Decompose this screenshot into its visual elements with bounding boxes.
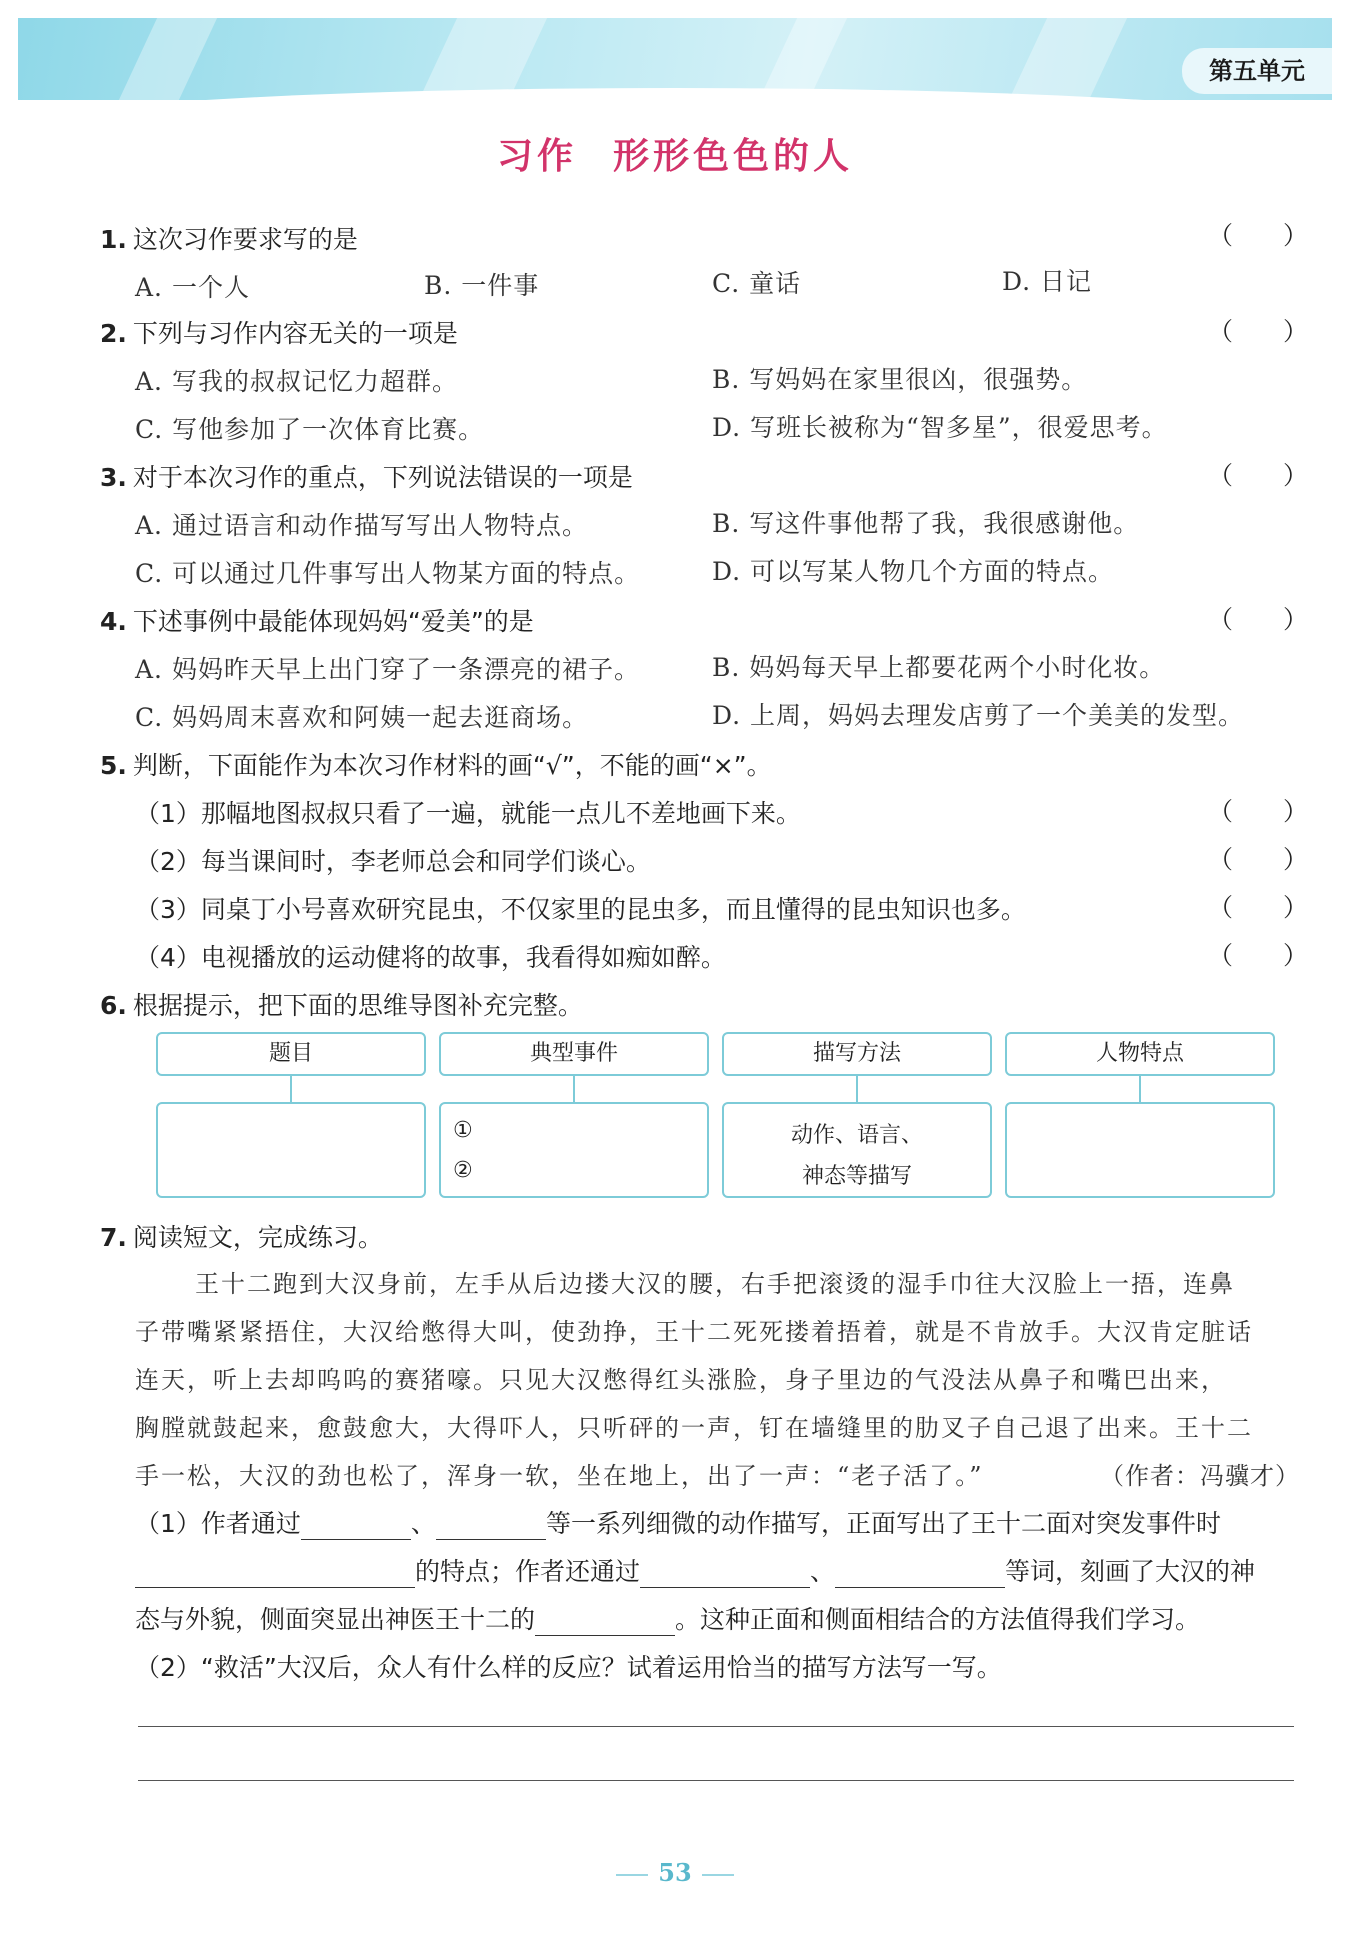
option-3a: A. 通过语言和动作描写写出人物特点。 bbox=[135, 511, 588, 540]
connector-1 bbox=[290, 1076, 292, 1102]
option-3c: C. 可以通过几件事写出人物某方面的特点。 bbox=[135, 559, 641, 588]
event-mark-1: ① bbox=[453, 1118, 473, 1143]
mindmap-head-trait: 人物特点 bbox=[1005, 1032, 1275, 1076]
answer-paren-1[interactable]: （ ） bbox=[1208, 221, 1309, 250]
option-4b: B. 妈妈每天早上都要花两个小时化妆。 bbox=[712, 653, 1166, 682]
judge-paren-1[interactable]: （ ） bbox=[1208, 797, 1309, 826]
judge-item-2: （2）每当课间时，李老师总会和同学们谈心。 bbox=[135, 847, 651, 876]
mindmap-head-title: 题目 bbox=[156, 1032, 426, 1076]
sub-question-1-line-3: 态与外貌，侧面突显出神医王十二的 。这种正面和侧面相结合的方法值得我们学习。 bbox=[135, 1605, 1201, 1634]
mindmap-head-method: 描写方法 bbox=[722, 1032, 992, 1076]
answer-line-2[interactable] bbox=[138, 1780, 1294, 1781]
mindmap-event-box[interactable] bbox=[439, 1102, 709, 1198]
method-text-2: 神态等描写 bbox=[801, 1164, 912, 1189]
blank-5[interactable] bbox=[835, 1561, 1005, 1588]
event-mark-2: ② bbox=[453, 1158, 473, 1183]
mindmap-method-box bbox=[722, 1102, 992, 1198]
judge-paren-3[interactable]: （ ） bbox=[1208, 893, 1309, 922]
option-2b: B. 写妈妈在家里很凶，很强势。 bbox=[712, 365, 1088, 394]
connector-4 bbox=[1139, 1076, 1141, 1102]
question-7: 7. 阅读短文，完成练习。 bbox=[100, 1223, 383, 1252]
answer-line-1[interactable] bbox=[138, 1726, 1294, 1727]
passage-author: （作者：冯骥才） bbox=[1100, 1462, 1300, 1490]
option-3d: D. 可以写某人物几个方面的特点。 bbox=[712, 557, 1115, 586]
passage-line-3: 连天，听上去却呜呜的赛猪嚎。只见大汉憋得红头涨脸，身子里边的气没法从鼻子和嘴巴出来， bbox=[135, 1366, 1227, 1394]
mindmap-head-event: 典型事件 bbox=[439, 1032, 709, 1076]
sub-question-2: （2）“救活”大汉后，众人有什么样的反应？试着运用恰当的描写方法写一写。 bbox=[135, 1653, 1002, 1682]
answer-paren-2[interactable]: （ ） bbox=[1208, 317, 1309, 346]
judge-item-3: （3）同桌丁小号喜欢研究昆虫，不仅家里的昆虫多，而且懂得的昆虫知识也多。 bbox=[135, 895, 1026, 924]
passage-line-4: 胸膛就鼓起来，愈鼓愈大，大得吓人，只听砰的一声，钉在墙缝里的肋叉子自己退了出来。王十二 bbox=[135, 1414, 1253, 1442]
option-2c: C. 写他参加了一次体育比赛。 bbox=[135, 415, 485, 444]
passage-line-2: 子带嘴紧紧捂住，大汉给憋得大叫，使劲挣，王十二死死搂着捂着，就是不肯放手。大汉肯定脏话 bbox=[135, 1318, 1253, 1346]
question-3: 3. 对于本次习作的重点，下列说法错误的一项是 bbox=[100, 463, 633, 492]
judge-item-1: （1）那幅地图叔叔只看了一遍，就能一点儿不差地画下来。 bbox=[135, 799, 801, 828]
question-6: 6. 根据提示，把下面的思维导图补充完整。 bbox=[100, 991, 583, 1020]
option-1d: D. 日记 bbox=[1002, 267, 1093, 296]
option-4d: D. 上周，妈妈去理发店剪了一个美美的发型。 bbox=[712, 701, 1245, 730]
question-1: 1. 这次习作要求写的是 bbox=[100, 225, 358, 254]
method-text-1: 动作、语言、 bbox=[790, 1123, 923, 1148]
answer-paren-4[interactable]: （ ） bbox=[1208, 605, 1309, 634]
passage-line-1: 王十二跑到大汉身前，左手从后边搂大汉的腰，右手把滚烫的湿手巾往大汉脸上一捂，连鼻 bbox=[195, 1270, 1235, 1298]
blank-6[interactable] bbox=[535, 1609, 675, 1636]
judge-paren-2[interactable]: （ ） bbox=[1208, 845, 1309, 874]
connector-3 bbox=[856, 1076, 858, 1102]
title-part1: 习作 bbox=[496, 136, 577, 177]
question-5: 5. 判断，下面能作为本次习作材料的画“√”，不能的画“×”。 bbox=[100, 751, 772, 780]
page-title bbox=[0, 128, 1350, 179]
option-2a: A. 写我的叔叔记忆力超群。 bbox=[135, 367, 458, 396]
page-number: 53 bbox=[0, 1858, 1350, 1887]
sub-question-1-line-2: 的特点；作者还通过 、 等词，刻画了大汉的神 bbox=[135, 1552, 1305, 1588]
question-4: 4. 下述事例中最能体现妈妈“爱美”的是 bbox=[100, 607, 534, 636]
judge-paren-4[interactable]: （ ） bbox=[1208, 941, 1309, 970]
option-1b: B. 一件事 bbox=[424, 271, 540, 300]
option-1c: C. 童话 bbox=[712, 269, 802, 298]
title-part2: 形形色色的人 bbox=[613, 136, 854, 177]
sub-question-1-line-1: （1）作者通过 、 等一系列细微的动作描写，正面写出了王十二面对突发事件时 bbox=[135, 1509, 1221, 1538]
option-2d: D. 写班长被称为“智多星”，很爱思考。 bbox=[712, 413, 1168, 442]
blank-4[interactable] bbox=[640, 1561, 810, 1588]
question-2: 2. 下列与习作内容无关的一项是 bbox=[100, 319, 458, 348]
option-4c: C. 妈妈周末喜欢和阿姨一起去逛商场。 bbox=[135, 703, 589, 732]
judge-item-4: （4）电视播放的运动健将的故事，我看得如痴如醉。 bbox=[135, 943, 726, 972]
mindmap-title-box[interactable] bbox=[156, 1102, 426, 1198]
header-banner bbox=[18, 18, 1332, 100]
option-4a: A. 妈妈昨天早上出门穿了一条漂亮的裙子。 bbox=[135, 655, 640, 684]
answer-paren-3[interactable]: （ ） bbox=[1208, 461, 1309, 490]
blank-2[interactable] bbox=[436, 1513, 546, 1540]
unit-label: 第五单元 bbox=[1182, 48, 1332, 94]
connector-2 bbox=[573, 1076, 575, 1102]
mindmap-trait-box[interactable] bbox=[1005, 1102, 1275, 1198]
blank-1[interactable] bbox=[301, 1513, 411, 1540]
option-1a: A. 一个人 bbox=[135, 273, 250, 302]
option-3b: B. 写这件事他帮了我，我很感谢他。 bbox=[712, 509, 1140, 538]
passage-line-5: 手一松，大汉的劲也松了，浑身一软，坐在地上，出了一声：“老子活了。” bbox=[135, 1462, 984, 1490]
blank-3[interactable] bbox=[135, 1561, 415, 1588]
